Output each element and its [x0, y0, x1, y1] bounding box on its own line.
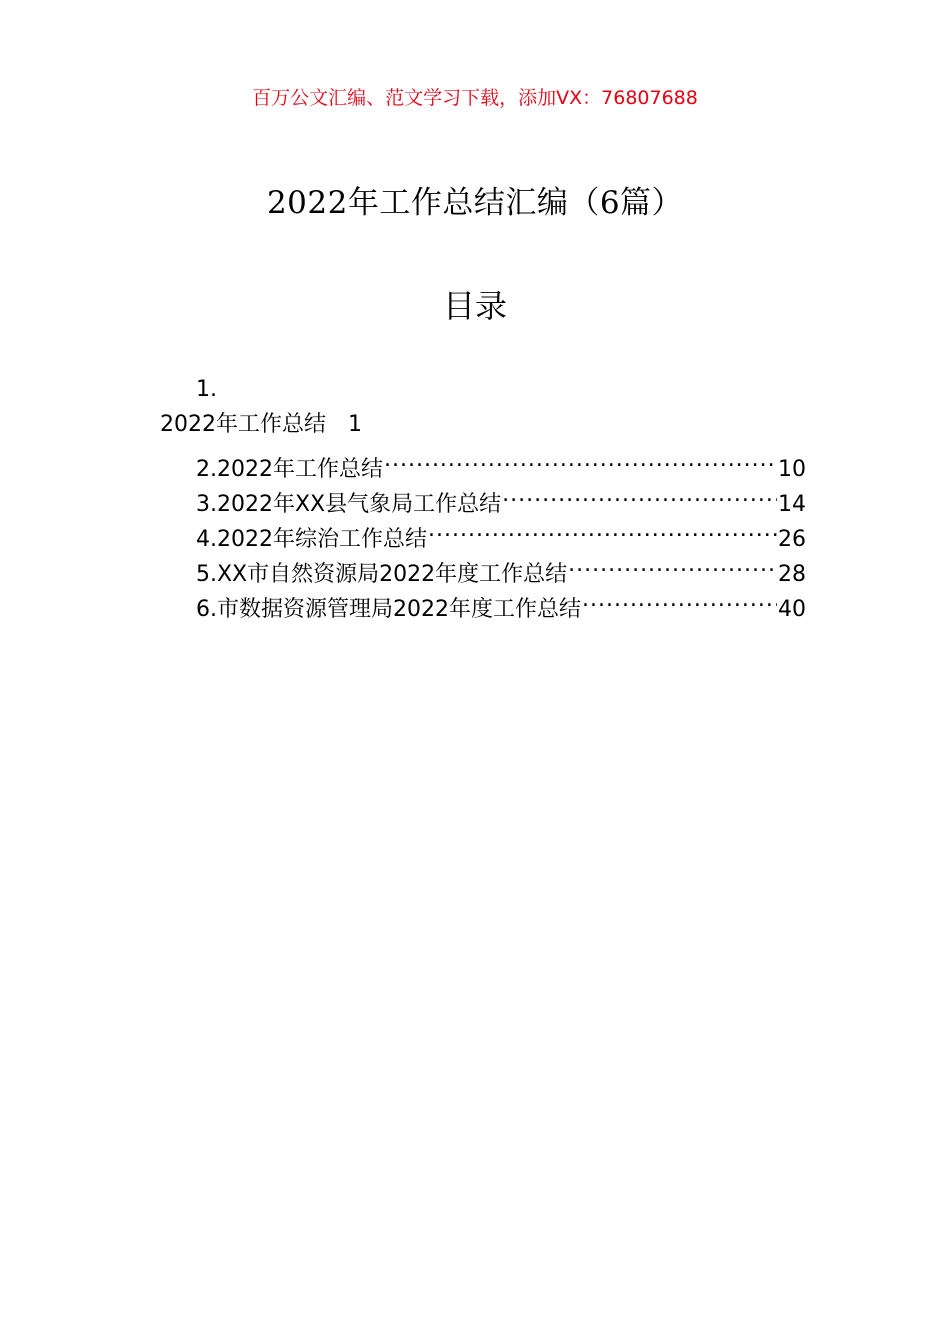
- document-title: 2022年工作总结汇编（6篇）: [266, 185, 684, 221]
- toc-entry-1-number: 1.: [196, 377, 217, 402]
- toc-entry-page: 40: [778, 597, 806, 622]
- toc-entry-2[interactable]: [196, 444, 806, 482]
- toc-entry-1[interactable]: [160, 409, 362, 441]
- toc-leader-dots: [502, 479, 777, 511]
- toc-leader-dots: [568, 549, 777, 581]
- toc-entry-page: 26: [778, 527, 806, 552]
- toc-list: [196, 444, 806, 622]
- toc-entry-title: 5.XX市自然资源局2022年度工作总结: [196, 562, 568, 587]
- toc-leader-dots: [582, 584, 777, 616]
- header-note: 百万公文汇编、范文学习下载，添加VX：76807688: [252, 87, 698, 109]
- toc-entry-1-page: 1: [348, 412, 362, 437]
- toc-heading: 目录: [442, 287, 507, 325]
- toc-entry-title: 6.市数据资源管理局2022年度工作总结: [196, 597, 581, 622]
- toc-entry-title: 4.2022年综治工作总结: [196, 527, 427, 552]
- toc-entry-title: 2.2022年工作总结: [196, 457, 383, 482]
- toc-entry-title: 3.2022年XX县气象局工作总结: [196, 492, 502, 517]
- toc-leader-dots: [384, 444, 777, 476]
- toc-leader-dots: [428, 514, 777, 546]
- toc-entry-page: 14: [778, 492, 806, 517]
- toc-entry-page: 10: [778, 457, 806, 482]
- toc-entry-1-title: 2022年工作总结: [160, 412, 326, 437]
- toc-entry-page: 28: [778, 562, 806, 587]
